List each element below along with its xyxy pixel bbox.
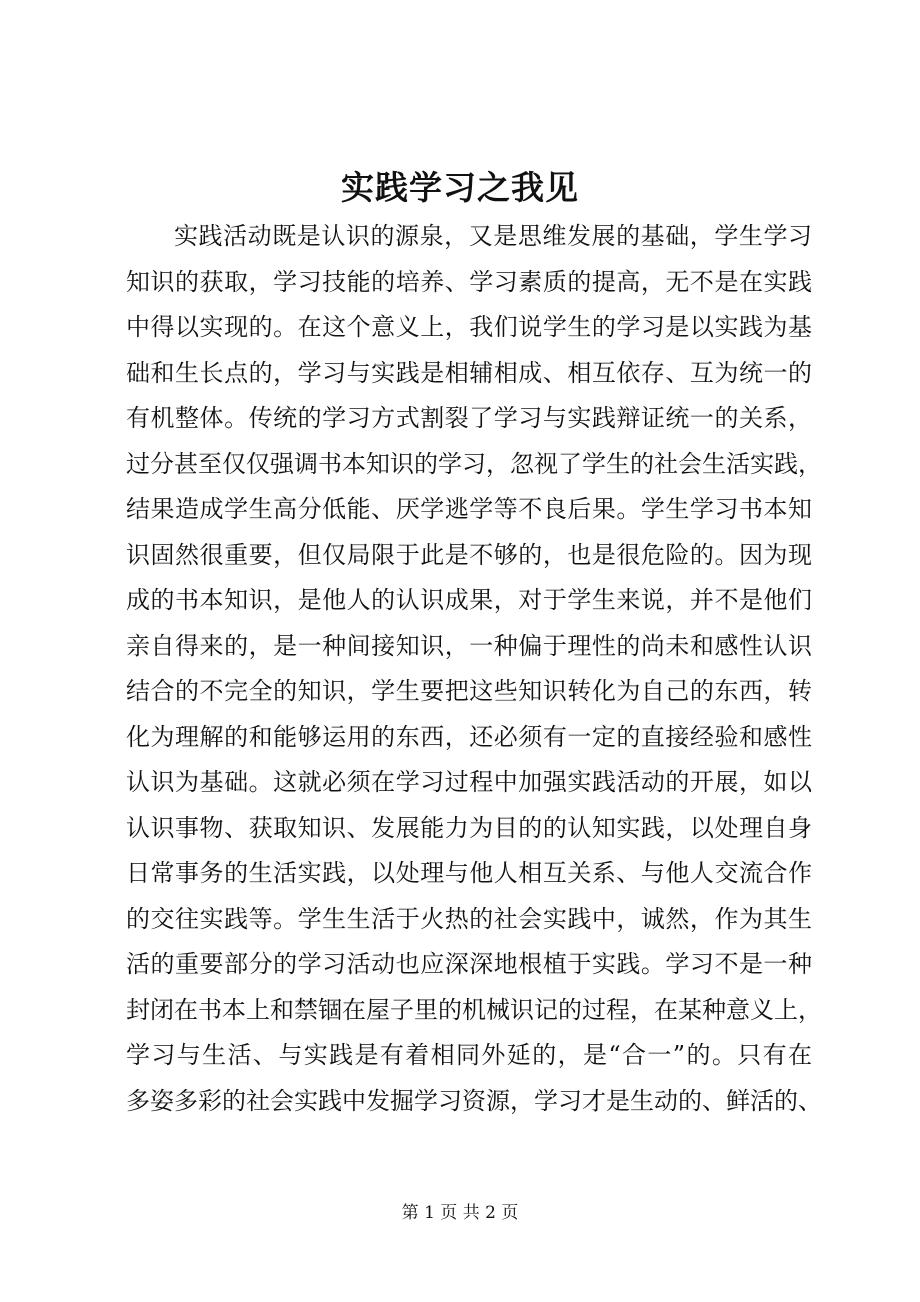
body-line: 成的书本知识，是他人的认识成果，对于学生来说，并不是他们: [126, 586, 812, 614]
document-title: 实践学习之我见: [341, 168, 579, 207]
body-line: 多姿多彩的社会实践中发掘学习资源，学习才是生动的、鲜活的、: [126, 1086, 822, 1115]
body-line: 认识为基础。这就必须在学习过程中加强实践活动的开展，如以: [126, 768, 812, 796]
body-line: 础和生长点的，学习与实践是相辅相成、相互依存、互为统一的: [126, 358, 812, 387]
body-line: 亲自得来的，是一种间接知识，一种偏于理性的尚未和感性认识: [126, 631, 812, 660]
body-line: 学习与生活、与实践是有着相同外延的，是“合一”的。只有在: [126, 1041, 812, 1069]
body-line: 认识事物、获取知识、发展能力为目的的认知实践，以处理自身: [126, 813, 812, 842]
body-line: 活的重要部分的学习活动也应深深地根植于实践。学习不是一种: [126, 950, 812, 978]
body-line: 有机整体。传统的学习方式割裂了学习与实践辩证统一的关系，: [126, 404, 812, 432]
body-line: 实践活动既是认识的源泉，又是思维发展的基础，学生学习: [174, 222, 812, 250]
body-line: 结合的不完全的知识，学生要把这些知识转化为自己的东西，转: [126, 677, 812, 705]
body-line: 日常事务的生活实践，以处理与他人相互关系、与他人交流合作: [126, 859, 812, 887]
body-line: 化为理解的和能够运用的东西，还必须有一定的直接经验和感性: [126, 722, 812, 751]
body-line: 结果造成学生高分低能、厌学逃学等不良后果。学生学习书本知: [126, 495, 812, 523]
body-line: 知识的获取，学习技能的培养、学习素质的提高，无不是在实践: [126, 267, 812, 296]
body-line: 的交往实践等。学生生活于火热的社会实践中，诚然，作为其生: [126, 904, 812, 933]
body-line: 过分甚至仅仅强调书本知识的学习，忽视了学生的社会生活实践，: [126, 449, 822, 478]
document-body: [126, 214, 822, 1124]
body-line: 中得以实现的。在这个意义上，我们说学生的学习是以实践为基: [126, 313, 812, 341]
body-line: 识固然很重要，但仅局限于此是不够的，也是很危险的。因为现: [126, 540, 812, 569]
page-number-footer: 第 1 页 共 2 页: [401, 1203, 519, 1223]
body-line: 封闭在书本上和禁锢在屋子里的机械识记的过程，在某种意义上，: [126, 995, 822, 1024]
